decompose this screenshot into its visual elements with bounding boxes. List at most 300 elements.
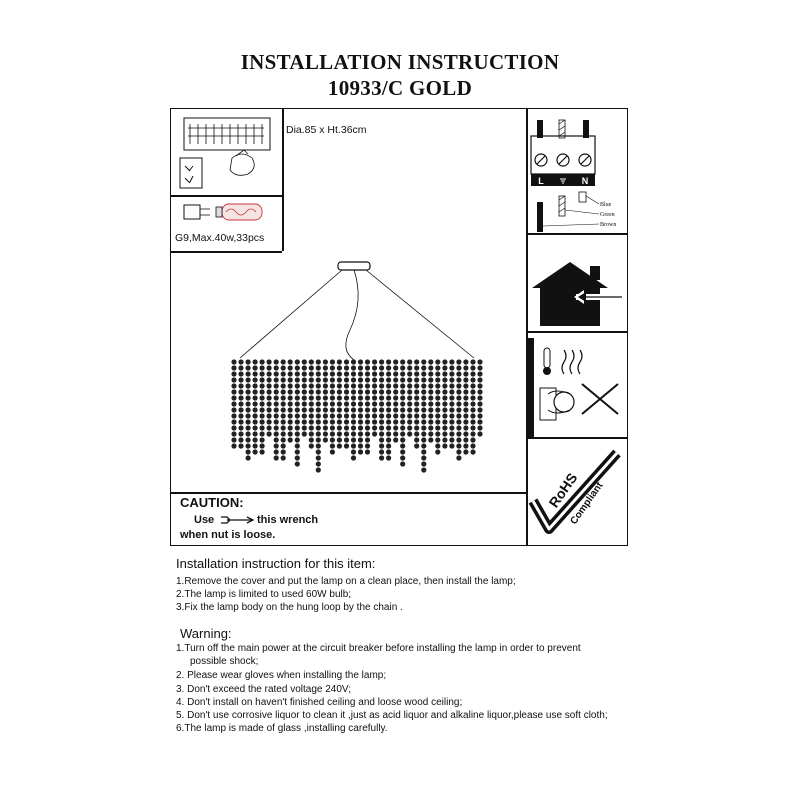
crystal-bead (456, 443, 461, 448)
crystal-bead (344, 383, 349, 388)
rohs-compliant-icon (527, 445, 625, 545)
crystal-bead (238, 377, 243, 382)
crystal-bead (428, 359, 433, 364)
crystal-bead (477, 389, 482, 394)
crystal-bead (295, 389, 300, 394)
crystal-bead (372, 407, 377, 412)
crystal-bead (407, 431, 412, 436)
right-sep-2 (527, 331, 627, 333)
crystal-bead (274, 413, 279, 418)
crystal-bead (477, 377, 482, 382)
crystal-bead (246, 413, 251, 418)
crystal-bead (302, 425, 307, 430)
crystal-bead (414, 383, 419, 388)
crystal-bead (253, 389, 258, 394)
crystal-bead (435, 443, 440, 448)
crystal-bead (428, 365, 433, 370)
crystal-bead (470, 413, 475, 418)
crystal-bead (386, 449, 391, 454)
bulb-spec-text: G9,Max.40w,33pcs (175, 232, 265, 244)
crystal-bead (288, 371, 293, 376)
crystal-bead (281, 377, 286, 382)
crystal-bead (463, 407, 468, 412)
crystal-bead (337, 443, 342, 448)
crystal-bead (323, 413, 328, 418)
crystal-bead (470, 443, 475, 448)
crystal-bead (302, 365, 307, 370)
crystal-bead (435, 425, 440, 430)
crystal-bead (407, 359, 412, 364)
crystal-bead (238, 443, 243, 448)
crystal-bead (358, 395, 363, 400)
crystal-bead (231, 437, 236, 442)
crystal-bead (281, 419, 286, 424)
crystal-bead (323, 395, 328, 400)
crystal-bead (407, 425, 412, 430)
crystal-bead (267, 359, 272, 364)
crystal-bead (456, 449, 461, 454)
crystal-bead (421, 425, 426, 430)
crystal-bead (372, 395, 377, 400)
crystal-bead (477, 395, 482, 400)
crystal-bead (470, 377, 475, 382)
crystal-bead (302, 395, 307, 400)
crystal-bead (442, 413, 447, 418)
crystal-bead (442, 365, 447, 370)
crystal-bead (400, 359, 405, 364)
crystal-bead (407, 419, 412, 424)
crystal-bead (435, 395, 440, 400)
crystal-bead (260, 419, 265, 424)
crystal-bead (309, 383, 314, 388)
crystal-bead (344, 407, 349, 412)
crystal-bead (393, 437, 398, 442)
crystal-bead (477, 419, 482, 424)
crystal-bead (358, 401, 363, 406)
crystal-bead (267, 407, 272, 412)
crystal-bead (253, 449, 258, 454)
crystal-bead (231, 443, 236, 448)
crystal-bead (246, 443, 251, 448)
crystal-bead (281, 389, 286, 394)
crystal-bead (428, 401, 433, 406)
crystal-bead (386, 431, 391, 436)
crystal-bead (428, 413, 433, 418)
crystal-bead (316, 467, 321, 472)
crystal-bead (253, 395, 258, 400)
crystal-bead (323, 401, 328, 406)
crystal-bead (267, 401, 272, 406)
crystal-bead (302, 413, 307, 418)
crystal-bead (253, 431, 258, 436)
chandelier-illustration (228, 258, 488, 478)
wiring-terminal-icon (527, 116, 625, 236)
crystal-bead (379, 377, 384, 382)
crystal-bead (309, 377, 314, 382)
crystal-bead (386, 371, 391, 376)
crystal-bead (330, 395, 335, 400)
crystal-bead (316, 365, 321, 370)
crystal-bead (316, 377, 321, 382)
crystal-bead (231, 431, 236, 436)
crystal-bead (323, 377, 328, 382)
crystal-bead (414, 365, 419, 370)
g9-bulb-icon (182, 200, 272, 226)
crystal-bead (267, 365, 272, 370)
crystal-bead (421, 467, 426, 472)
crystal-bead (351, 413, 356, 418)
crystal-bead (288, 377, 293, 382)
crystal-bead (393, 431, 398, 436)
crystal-bead (463, 401, 468, 406)
crystal-bead (337, 383, 342, 388)
crystal-bead (463, 419, 468, 424)
crystal-bead (435, 413, 440, 418)
crystal-bead (414, 425, 419, 430)
crystal-bead (246, 365, 251, 370)
crystal-bead (477, 401, 482, 406)
crystal-bead (344, 377, 349, 382)
crystal-bead (379, 443, 384, 448)
crystal-bead (231, 413, 236, 418)
crystal-bead (274, 377, 279, 382)
crystal-bead (428, 371, 433, 376)
crystal-bead (358, 377, 363, 382)
crystal-bead (231, 389, 236, 394)
crystal-bead (246, 407, 251, 412)
crystal-bead (316, 425, 321, 430)
crystal-bead (421, 365, 426, 370)
crystal-bead (246, 431, 251, 436)
crystal-bead (253, 437, 258, 442)
crystal-bead (400, 371, 405, 376)
crystal-bead (421, 359, 426, 364)
crystal-bead (393, 407, 398, 412)
crystal-bead (295, 407, 300, 412)
crystal-bead (260, 365, 265, 370)
crystal-bead (393, 371, 398, 376)
crystal-bead (435, 365, 440, 370)
crystal-bead (358, 437, 363, 442)
crystal-bead (302, 383, 307, 388)
crystal-bead (344, 371, 349, 376)
crystal-bead (288, 365, 293, 370)
crystal-bead (421, 383, 426, 388)
wire-label-blue: Blue (600, 202, 612, 208)
crystal-bead (288, 395, 293, 400)
crystal-bead (238, 389, 243, 394)
crystal-bead (295, 383, 300, 388)
crystal-bead (456, 425, 461, 430)
crystal-bead (267, 395, 272, 400)
crystal-bead (365, 431, 370, 436)
crystal-bead (351, 449, 356, 454)
crystal-bead (330, 365, 335, 370)
crystal-bead (442, 407, 447, 412)
crystal-bead (358, 449, 363, 454)
crystal-bead (393, 365, 398, 370)
crystal-bead (302, 407, 307, 412)
crystal-bead (435, 377, 440, 382)
document-title: INSTALLATION INSTRUCTION (240, 50, 560, 74)
crystal-bead (344, 419, 349, 424)
crystal-bead (379, 365, 384, 370)
crystal-bead (463, 443, 468, 448)
crystal-bead (246, 377, 251, 382)
crystal-bead (288, 359, 293, 364)
crystal-bead (372, 419, 377, 424)
crystal-bead (238, 365, 243, 370)
crystal-bead (316, 389, 321, 394)
warning-item-1-cont: possible shock; (190, 656, 259, 667)
crystal-bead (386, 377, 391, 382)
crystal-bead (344, 401, 349, 406)
crystal-bead (358, 359, 363, 364)
crystal-bead (274, 431, 279, 436)
installation-heading: Installation instruction for this item: (176, 556, 376, 571)
crystal-bead (281, 431, 286, 436)
crystal-bead (386, 395, 391, 400)
crystal-bead (470, 401, 475, 406)
crystal-bead (365, 401, 370, 406)
crystal-bead (260, 443, 265, 448)
crystal-bead (358, 425, 363, 430)
warning-item-2: 2. Please wear gloves when installing the lamp; (176, 670, 387, 681)
caution-heading: CAUTION: (180, 495, 244, 510)
crystal-bead (351, 401, 356, 406)
crystal-bead (358, 389, 363, 394)
crystal-bead (400, 449, 405, 454)
crystal-bead (421, 377, 426, 382)
crystal-bead (463, 371, 468, 376)
crystal-bead (288, 383, 293, 388)
crystal-bead (365, 437, 370, 442)
crystal-bead (267, 383, 272, 388)
crystal-bead (309, 365, 314, 370)
crystal-bead (414, 431, 419, 436)
installation-step-3: 3.Fix the lamp body on the hung loop by the chain . (176, 602, 403, 613)
crystal-bead (267, 419, 272, 424)
crystal-bead (274, 443, 279, 448)
crystal-bead (309, 437, 314, 442)
wire-label-green: Green (600, 212, 615, 218)
crystal-bead (407, 413, 412, 418)
crystal-bead (274, 359, 279, 364)
crystal-bead (365, 395, 370, 400)
warning-item-1: 1.Turn off the main power at the circuit breaker before installing the lamp in order to prevent (176, 643, 581, 654)
crystal-bead (260, 371, 265, 376)
crystal-bead (393, 359, 398, 364)
crystal-bead (477, 371, 482, 376)
crystal-bead (442, 395, 447, 400)
crystal-bead (260, 395, 265, 400)
crystal-bead (442, 377, 447, 382)
crystal-bead (253, 383, 258, 388)
crystal-bead (246, 401, 251, 406)
crystal-bead (365, 389, 370, 394)
crystal-bead (400, 389, 405, 394)
crystal-bead (470, 395, 475, 400)
crystal-bead (316, 383, 321, 388)
crystal-bead (400, 431, 405, 436)
crystal-bead (337, 359, 342, 364)
crystal-bead (372, 431, 377, 436)
crystal-bead (407, 389, 412, 394)
crystal-bead (238, 401, 243, 406)
crystal-bead (260, 377, 265, 382)
crystal-bead (435, 449, 440, 454)
crystal-bead (309, 371, 314, 376)
crystal-bead (449, 371, 454, 376)
crystal-bead (386, 443, 391, 448)
crystal-bead (379, 449, 384, 454)
crystal-bead (365, 443, 370, 448)
crystal-bead (351, 371, 356, 376)
crystal-bead (470, 425, 475, 430)
crystal-bead (330, 425, 335, 430)
crystal-bead (238, 383, 243, 388)
crystal-bead (302, 419, 307, 424)
caution-line-2: when nut is loose. (180, 529, 276, 541)
crystal-bead (337, 401, 342, 406)
crystal-bead (330, 377, 335, 382)
crystal-bead (379, 389, 384, 394)
crystal-bead (281, 365, 286, 370)
crystal-bead (337, 425, 342, 430)
crystal-bead (253, 377, 258, 382)
crystal-bead (316, 455, 321, 460)
crystal-bead (253, 419, 258, 424)
crystal-bead (295, 461, 300, 466)
crystal-bead (400, 419, 405, 424)
crystal-bead (386, 413, 391, 418)
crystal-bead (295, 425, 300, 430)
crystal-bead (246, 455, 251, 460)
crystal-bead (351, 425, 356, 430)
crystal-bead (358, 371, 363, 376)
crystal-bead (323, 365, 328, 370)
crystal-bead (421, 401, 426, 406)
crystal-bead (344, 425, 349, 430)
crystal-bead (421, 389, 426, 394)
warning-item-6: 6.The lamp is made of glass ,installing carefully. (176, 723, 388, 734)
model-number: 10933/C GOLD (327, 76, 473, 100)
crystal-bead (435, 407, 440, 412)
crystal-bead (344, 443, 349, 448)
crystal-bead (477, 359, 482, 364)
crystal-bead (260, 383, 265, 388)
crystal-bead (231, 419, 236, 424)
crystal-bead (379, 425, 384, 430)
crystal-bead (379, 371, 384, 376)
warning-item-4: 4. Don't install on haven't finished ceiling and loose wood ceiling; (176, 697, 463, 708)
crystal-bead (470, 365, 475, 370)
crystal-bead (330, 449, 335, 454)
crystal-bead (372, 401, 377, 406)
crystal-bead (421, 455, 426, 460)
crystal-bead (400, 461, 405, 466)
crystal-bead (400, 425, 405, 430)
crystal-bead (231, 377, 236, 382)
crystal-bead (253, 413, 258, 418)
crystal-bead (351, 395, 356, 400)
crystal-bead (330, 431, 335, 436)
crystal-bead (288, 431, 293, 436)
crystal-bead (330, 407, 335, 412)
crystal-bead (414, 419, 419, 424)
crystal-bead (358, 419, 363, 424)
crystal-bead (442, 425, 447, 430)
crystal-bead (274, 395, 279, 400)
crystal-bead (274, 371, 279, 376)
crystal-bead (358, 407, 363, 412)
crystal-bead (323, 425, 328, 430)
crystal-bead (428, 437, 433, 442)
crystal-bead (281, 359, 286, 364)
crystal-bead (238, 359, 243, 364)
crystal-bead (260, 407, 265, 412)
crystal-bead (267, 413, 272, 418)
crystal-bead (365, 371, 370, 376)
crystal-bead (358, 365, 363, 370)
crystal-bead (449, 413, 454, 418)
crystal-bead (351, 377, 356, 382)
crystal-bead (372, 425, 377, 430)
crystal-bead (400, 407, 405, 412)
crystal-bead (386, 419, 391, 424)
crystal-bead (316, 443, 321, 448)
crystal-bead (274, 407, 279, 412)
crystal-bead (231, 395, 236, 400)
crystal-bead (442, 401, 447, 406)
crystal-bead (449, 437, 454, 442)
crystal-bead (330, 383, 335, 388)
crystal-bead (281, 425, 286, 430)
rohs-text: RoHS (545, 469, 581, 511)
crystal-bead (295, 443, 300, 448)
crystal-bead (456, 407, 461, 412)
crystal-bead (386, 383, 391, 388)
crystal-bead (379, 431, 384, 436)
crystal-bead (456, 365, 461, 370)
crystal-bead (316, 371, 321, 376)
crystal-bead (351, 431, 356, 436)
crystal-bead (449, 401, 454, 406)
crystal-bead (358, 431, 363, 436)
crystal-bead (351, 383, 356, 388)
crystal-bead (246, 395, 251, 400)
crystal-bead (421, 431, 426, 436)
crystal-bead (253, 407, 258, 412)
crystal-bead (449, 419, 454, 424)
crystal-bead (246, 437, 251, 442)
crystal-bead (337, 395, 342, 400)
crystal-bead (400, 455, 405, 460)
crystal-bead (421, 449, 426, 454)
crystal-bead (295, 401, 300, 406)
crystal-bead (295, 455, 300, 460)
crystal-bead (309, 407, 314, 412)
crystal-bead (337, 413, 342, 418)
crystal-bead (253, 425, 258, 430)
crystal-bead (260, 389, 265, 394)
crystal-bead (449, 377, 454, 382)
crystal-bead (288, 425, 293, 430)
crystal-bead (456, 437, 461, 442)
crystal-bead (337, 365, 342, 370)
crystal-bead (231, 401, 236, 406)
crystal-bead (330, 419, 335, 424)
